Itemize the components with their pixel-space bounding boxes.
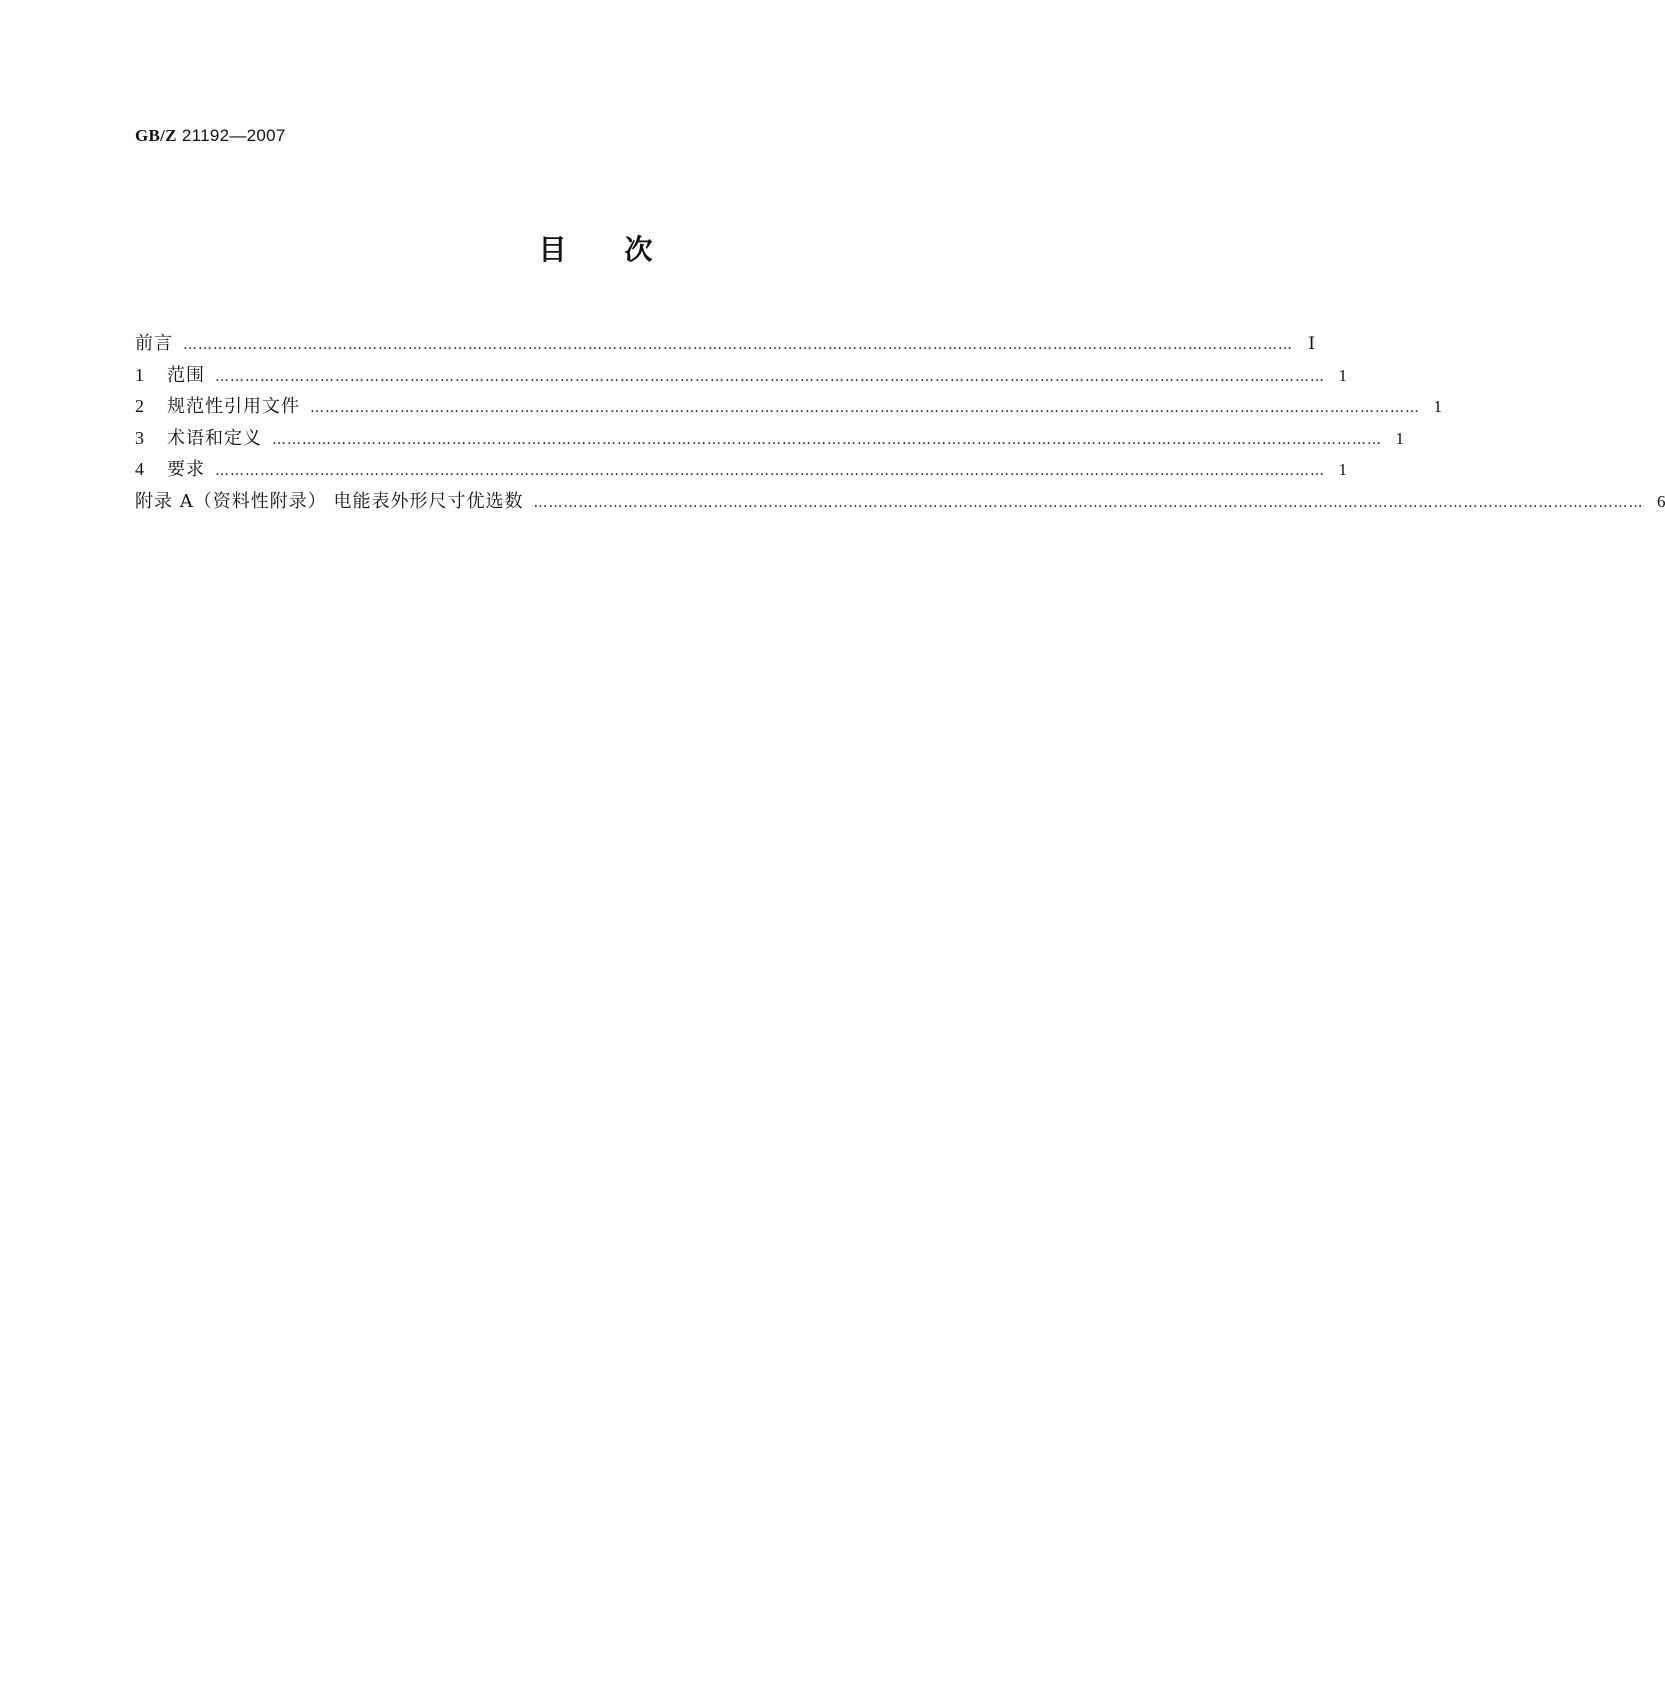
toc-leader-dots: ……………………………………………………………………………………………………………………………………………………………………………………………………	[533, 494, 1644, 511]
toc-entry-page: 1	[1338, 365, 1347, 385]
toc-entry-terms-definitions[interactable]	[135, 423, 1404, 455]
toc-leader-dots: ……………………………………………………………………………………………………………………………………………………………………………………………………	[272, 431, 1382, 448]
standard-code	[135, 126, 286, 146]
toc-entry-label: 范围	[167, 364, 205, 386]
toc-entry-page: 1	[1433, 397, 1442, 416]
toc-entry-scope[interactable]	[135, 360, 1347, 392]
toc-entry-label: 附录 A（资料性附录） 电能表外形尺寸优选数	[135, 490, 524, 512]
toc-entry-label: 前言	[135, 333, 173, 354]
toc-entry-number: 3	[135, 427, 144, 448]
toc-leader-dots: ……………………………………………………………………………………………………………………………………………………………………………………………………	[310, 400, 1420, 416]
toc-entry-page: 6	[1656, 491, 1665, 511]
toc-entry-foreword[interactable]	[135, 328, 1315, 360]
toc-entry-number: 1	[135, 364, 144, 385]
toc-entry-page: Ⅰ	[1308, 334, 1315, 353]
toc-entry-page: 1	[1338, 460, 1347, 479]
toc-leader-dots: ……………………………………………………………………………………………………………………………………………………………………………………………………	[183, 337, 1293, 353]
toc-entry-number: 4	[135, 459, 144, 479]
toc-entry-page: 1	[1395, 428, 1404, 448]
toc-entry-requirements[interactable]	[135, 454, 1347, 486]
toc-entry-label: 术语和定义	[167, 427, 262, 449]
toc-entry-annex-a[interactable]	[135, 486, 1665, 518]
toc-leader-dots: ……………………………………………………………………………………………………………………………………………………………………………………………………	[215, 368, 1325, 385]
toc-entry-label: 规范性引用文件	[167, 396, 300, 417]
toc-entry-label: 要求	[167, 459, 205, 480]
standard-code-number: 21192—2007	[176, 126, 286, 145]
toc-title: 目次	[538, 233, 711, 266]
toc-entry-normative-references[interactable]	[135, 391, 1442, 423]
table-of-contents	[135, 328, 1665, 517]
toc-entry-number: 2	[135, 396, 144, 416]
toc-leader-dots: ……………………………………………………………………………………………………………………………………………………………………………………………………	[215, 463, 1325, 479]
standard-code-prefix: GB/Z	[135, 126, 177, 145]
